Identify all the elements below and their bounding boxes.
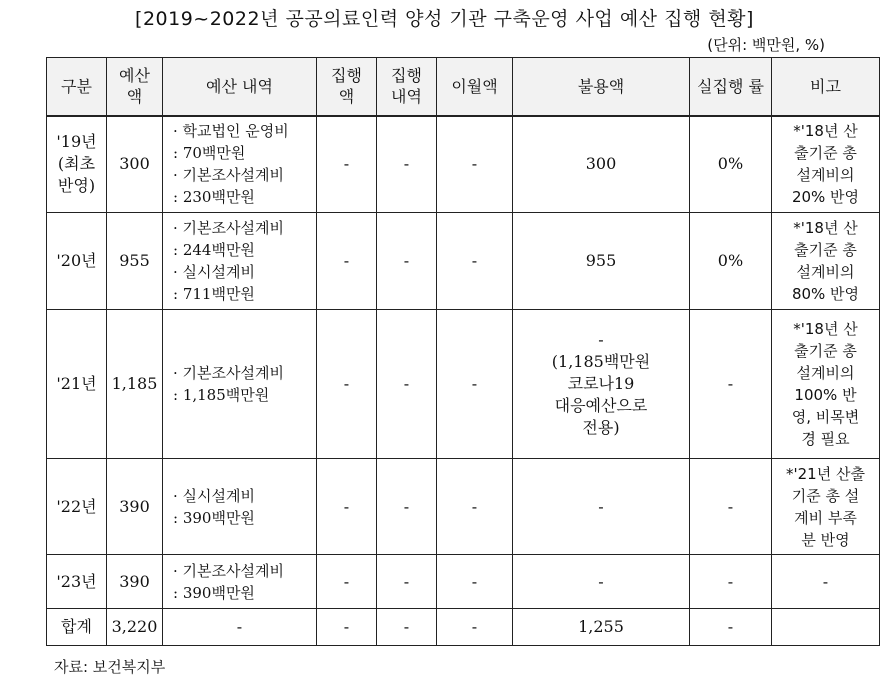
row-budget-details-line: · 기본조사설계비 [173,364,284,382]
total-carry: - [437,609,513,646]
row-budget-details-line: : 244백만원 [173,241,255,259]
row-note [772,459,880,555]
row-unused-line: - [598,330,604,349]
row-year-line: '23년 [56,571,97,591]
row-unused-line: 300 [585,154,617,174]
row-budget-line: 1,185 [111,374,158,393]
row-rate [690,459,772,555]
unit-label: (단위: 백만원, %) [707,36,825,54]
row-budget-details-line: · 기본조사설계비 [173,561,284,580]
row-exec-line: - [343,154,350,174]
row-rate [690,555,772,609]
row-note-line: 계비 부족 [794,508,857,527]
row-unused-line: (1,185백만원 [551,352,651,371]
row-year-line: (최초 [57,154,96,174]
row-unused-line: 대응예산으로 [554,396,648,415]
row-year [47,213,107,310]
row-note-line: 설계비의 [796,166,855,185]
row-unused [513,459,690,555]
row-note-line: *'18년 산 [793,320,858,338]
row-exec [317,310,377,459]
row-budget [107,555,163,609]
row-budget-details-line: · 실시설계비 [173,263,255,281]
total-unused: 1,255 [513,609,690,646]
total-exec: - [317,609,377,646]
row-carry [437,116,513,213]
row-exec-detail-line: - [403,251,410,270]
row-note-line: 80% 반영 [791,285,860,303]
total-row [47,609,880,646]
row-budget-details-line: · 학교법인 운영비 [173,122,289,141]
row-exec-line: - [343,374,350,393]
row-budget-details [163,213,317,310]
row-carry [437,213,513,310]
total-exec-detail: - [377,609,437,646]
row-unused-line: 전용) [582,418,620,437]
row-note-line: - [822,572,829,591]
row-note-line: 20% 반영 [791,188,860,207]
row-exec-line: - [343,496,350,516]
row-carry [437,310,513,459]
row-note-line: *'18년 산 [793,122,858,141]
row-note-line: 100% 반 [794,386,857,404]
table-title: [2019~2022년 공공의료인력 양성 기관 구축운영 사업 예산 집행 현황] [135,8,754,30]
row-budget-details-line: · 기본조사설계비 [173,166,284,185]
row-note-line: 설계비의 [796,263,855,281]
row-budget [107,459,163,555]
header-executed: 집행 액 [317,58,377,116]
row-note-line: 기준 총 설 [791,486,860,505]
row-year [47,310,107,459]
table-row [47,310,880,459]
row-budget-details-line: · 실시설계비 [173,486,255,505]
table-body [47,116,880,609]
header-budget-details: 예산 내역 [163,58,317,116]
row-carry-line: - [471,496,478,516]
row-exec [317,116,377,213]
table-row [47,213,880,310]
row-budget-details-line: · 기본조사설계비 [173,219,284,237]
budget-table [46,57,880,646]
row-rate-line: - [727,496,734,516]
row-rate-line: - [727,571,734,591]
row-rate-line: - [727,374,734,393]
row-year-line: '20년 [56,251,97,270]
row-note-line: 출기준 총 [794,144,857,163]
row-exec [317,213,377,310]
row-year-line: '22년 [56,496,97,516]
table-row [47,459,880,555]
row-note-line: 출기준 총 [794,342,857,360]
row-unused-line: 955 [585,251,617,270]
row-year [47,555,107,609]
header-exec-details: 집행 내역 [377,58,437,116]
row-unused [513,555,690,609]
row-note [772,310,880,459]
header-carryover: 이월액 [437,58,513,116]
row-exec-detail [377,116,437,213]
row-unused-line: - [598,496,604,516]
row-year-line: '21년 [56,374,97,393]
row-budget-details-line: : 1,185백만원 [173,386,270,404]
total-budget: 3,220 [107,609,163,646]
row-exec-line: - [343,251,350,270]
row-rate [690,116,772,213]
total-label: 합계 [47,609,107,646]
table-row [47,116,880,213]
row-unused [513,310,690,459]
row-note-line: 경 필요 [801,430,850,448]
row-carry-line: - [471,154,478,174]
row-exec-detail-line: - [403,374,410,393]
row-budget-details-line: : 711백만원 [173,285,255,303]
header-category: 구분 [47,58,107,116]
row-year-line: '19년 [56,132,97,152]
row-rate-line: 0% [717,251,744,270]
row-budget [107,116,163,213]
row-note-line: 영, 비목변 [791,408,860,426]
row-carry [437,555,513,609]
row-note [772,213,880,310]
row-year [47,116,107,213]
row-budget-line: 390 [119,571,150,591]
row-exec-detail-line: - [403,571,410,591]
row-note [772,116,880,213]
row-budget-details-line: : 70백만원 [173,144,246,163]
row-budget [107,213,163,310]
row-exec-detail [377,213,437,310]
row-unused [513,213,690,310]
row-rate-line: 0% [717,154,744,174]
row-exec [317,459,377,555]
row-exec-line: - [343,571,350,591]
row-budget-details [163,116,317,213]
row-carry-line: - [471,251,478,270]
row-budget-details [163,310,317,459]
row-budget-details-line: : 390백만원 [173,583,255,602]
row-unused [513,116,690,213]
row-budget-line: 955 [119,251,150,270]
header-budget: 예산 액 [107,58,163,116]
row-year [47,459,107,555]
row-rate [690,213,772,310]
row-exec-detail-line: - [403,496,410,516]
row-note-line: *'21년 산출 [786,464,865,483]
table-row [47,555,880,609]
row-exec-detail [377,555,437,609]
row-note-line: 출기준 총 [794,241,857,259]
row-carry-line: - [471,571,478,591]
row-budget-line: 390 [119,496,150,516]
row-carry [437,459,513,555]
source-note: 자료: 보건복지부 [54,658,166,676]
row-year-line: 반영) [57,176,96,196]
total-rate: - [690,609,772,646]
row-budget [107,310,163,459]
total-note [772,609,880,646]
header-unused: 불용액 [513,58,690,116]
header-remarks: 비고 [772,58,880,116]
header-row [47,58,880,116]
row-exec-detail-line: - [403,154,410,174]
row-rate [690,310,772,459]
row-exec-detail [377,310,437,459]
row-note-line: 분 반영 [801,530,850,549]
row-exec [317,555,377,609]
header-exec-rate: 실집행 률 [690,58,772,116]
row-budget-line: 300 [119,154,150,174]
row-note [772,555,880,609]
row-unused-line: - [598,571,604,591]
row-budget-details-line: : 390백만원 [173,508,255,527]
row-note-line: 설계비의 [796,364,855,382]
row-budget-details [163,459,317,555]
total-details: - [163,609,317,646]
row-unused-line: 코로나19 [567,374,635,393]
row-budget-details [163,555,317,609]
row-exec-detail [377,459,437,555]
row-carry-line: - [471,374,478,393]
row-note-line: *'18년 산 [793,219,858,237]
row-budget-details-line: : 230백만원 [173,188,255,207]
